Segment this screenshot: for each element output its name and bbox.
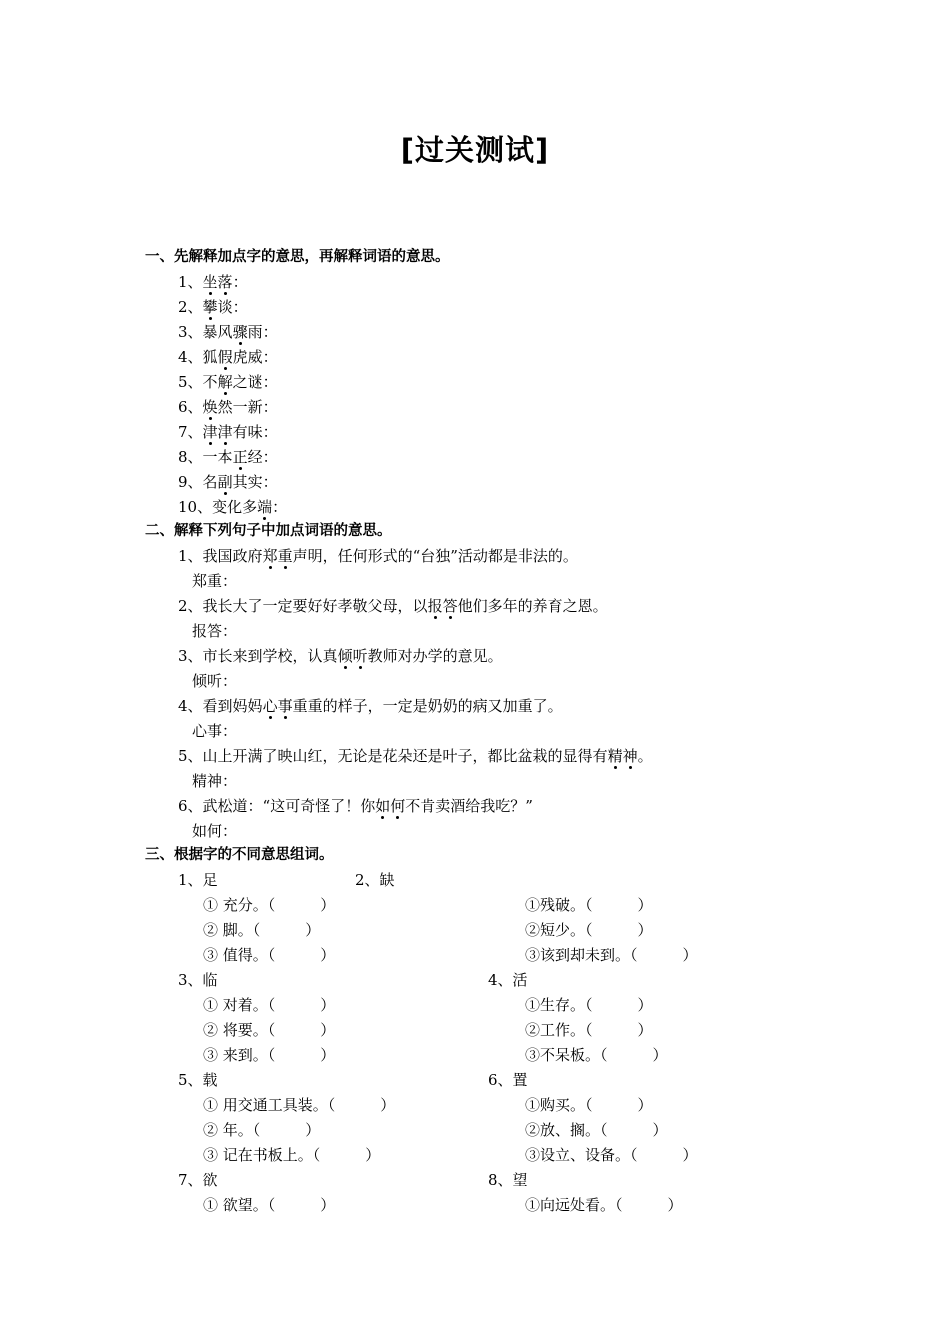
emphasis-dot [381,816,384,819]
emphasized-word [203,398,218,416]
question-number: 1、 [178,273,203,291]
emphasis-dot [284,716,287,719]
answer-label: 郑重： [192,572,238,590]
question-number: 7、 [178,423,203,441]
group-4-title: 4、活 [488,971,528,989]
group-8-title: 8、望 [488,1171,528,1189]
question-number: 1、 [178,547,203,565]
question-text-before: 暴风 [202,323,233,341]
emphasis-dot [629,766,632,769]
question-item [178,595,608,617]
emphasis-dot [209,292,212,295]
group-6-option: ①购买。（ ） [525,1096,653,1114]
emphasized-word [203,423,233,441]
group-1-option: ③ 值得。（ ） [203,946,336,964]
emphasis-dot [344,666,347,669]
question-text-after: 有味： [232,423,278,441]
emphasized-word [375,797,405,815]
question-text-after: ： [232,273,248,291]
emphasis-dot [269,716,272,719]
question-text-after: ： [272,498,288,516]
question-text-before: 不 [202,373,218,391]
question-text-before: 看到妈妈 [202,697,263,715]
question-text-before: 狐 [202,348,218,366]
question-text-after: 声明，任何形式的“台独”活动都是非法的。 [292,547,578,565]
question-item [178,346,278,368]
group-5-option: ② 年。（ ） [203,1121,321,1139]
group-6-title: 6、置 [488,1071,528,1089]
question-item [178,471,278,493]
emphasized-word [233,448,248,466]
question-item [178,545,578,567]
group-3-title: 3、临 [178,971,218,989]
question-text-before: 一本 [202,448,233,466]
question-item [178,496,287,518]
emphasized-word [263,547,293,565]
emphasis-dot [284,566,287,569]
emphasized-word [257,498,272,516]
emphasized-word-text: 如何 [375,797,406,815]
question-number: 8、 [178,448,203,466]
question-number: 9、 [178,473,203,491]
group-1-option: ① 充分。（ ） [203,896,336,914]
emphasis-dot [224,292,227,295]
question-text-after: 重重的样子，一定是奶奶的病又加重了。 [292,697,563,715]
page-title: [过关测试] [400,133,550,167]
question-item [178,421,278,443]
emphasized-word [263,697,293,715]
emphasis-dot [224,367,227,370]
emphasized-word [218,473,233,491]
group-1-title: 1、足 [178,871,218,889]
emphasis-dot [396,816,399,819]
emphasis-dot [614,766,617,769]
question-item [178,396,278,418]
question-number: 4、 [178,348,203,366]
question-text-after: 不肯卖酒给我吃？” [405,797,533,815]
question-item [178,271,248,293]
emphasis-dot [449,616,452,619]
group-6-option: ②放、搁。（ ） [525,1121,668,1139]
emphasis-dot [359,666,362,669]
emphasized-word-text: 精神 [607,747,638,765]
emphasis-dot [209,442,212,445]
question-item [178,446,278,468]
question-text-before: 我国政府 [202,547,263,565]
emphasized-word-text: 心事 [262,697,293,715]
emphasized-word-text: 报答 [427,597,458,615]
question-number: 4、 [178,697,203,715]
emphasized-word [218,348,233,366]
emphasized-word [203,298,218,316]
question-text-after: 他们多年的养育之恩。 [457,597,608,615]
question-item [178,296,248,318]
question-text-before: 武松道：“这可奇怪了！你 [202,797,376,815]
emphasized-word [218,373,233,391]
question-number: 5、 [178,373,203,391]
group-2-option: ②短少。（ ） [525,921,653,939]
question-text-after: 。 [637,747,653,765]
question-text-after: 经： [247,448,278,466]
question-text-before: 市长来到学校，认真 [202,647,338,665]
group-7-option: ① 欲望。（ ） [203,1196,336,1214]
group-5-option: ① 用交通工具装。（ ） [203,1096,396,1114]
emphasized-word-text: 解 [217,373,233,391]
emphasis-dot [239,467,242,470]
group-3-option: ① 对着。（ ） [203,996,336,1014]
emphasized-word [338,647,368,665]
group-8-option: ①向远处看。（ ） [525,1196,683,1214]
answer-label: 精神： [192,772,238,790]
emphasized-word-text: 焕 [202,398,218,416]
group-5-title: 5、载 [178,1071,218,1089]
emphasized-word-text: 坐落 [202,273,233,291]
emphasized-word-text: 津津 [202,423,233,441]
question-text-after: 雨： [247,323,278,341]
question-number: 3、 [178,647,203,665]
emphasized-word [428,597,458,615]
question-number: 10、 [178,498,213,516]
question-text-before: 变化多 [212,498,258,516]
question-item [178,745,653,767]
emphasized-word-text: 骤 [232,323,248,341]
emphasis-dot [209,317,212,320]
question-item [178,371,278,393]
emphasis-dot [239,342,242,345]
group-7-title: 7、欲 [178,1171,218,1189]
emphasized-word [203,273,233,291]
question-text-before: 我长大了一定要好好孝敬父母，以 [202,597,428,615]
emphasized-word [233,323,248,341]
emphasis-dot [434,616,437,619]
emphasis-dot [224,442,227,445]
emphasized-word-text: 郑重 [262,547,293,565]
emphasized-word [608,747,638,765]
emphasis-dot [224,392,227,395]
question-text-after: 然一新： [217,398,278,416]
group-4-option: ③不呆板。（ ） [525,1046,668,1064]
group-2-option: ③该到却未到。（ ） [525,946,698,964]
section-2-heading: 二、解释下列句子中加点词语的意思。 [145,523,392,539]
emphasis-dot [209,417,212,420]
question-text-after: 虎威： [232,348,278,366]
question-text-after: 教师对办学的意见。 [367,647,503,665]
answer-label: 报答： [192,622,238,640]
question-number: 6、 [178,398,203,416]
question-number: 6、 [178,797,203,815]
group-5-option: ③ 记在书板上。（ ） [203,1146,381,1164]
answer-label: 心事： [192,722,238,740]
answer-label: 倾听： [192,672,238,690]
question-item [178,321,278,343]
question-number: 5、 [178,747,203,765]
section-3-heading: 三、根据字的不同意思组词。 [145,847,334,863]
question-text-after: 谈： [217,298,248,316]
group-2-title: 2、缺 [355,871,395,889]
section-1-heading: 一、先解释加点字的意思，再解释词语的意思。 [145,249,450,265]
emphasized-word-text: 假 [217,348,233,366]
group-3-option: ③ 来到。（ ） [203,1046,336,1064]
question-number: 2、 [178,298,203,316]
group-2-option: ①残破。（ ） [525,896,653,914]
question-item [178,695,563,717]
group-3-option: ② 将要。（ ） [203,1021,336,1039]
question-text-after: 其实： [232,473,278,491]
question-text-before: 山上开满了映山红，无论是花朵还是叶子，都比盆栽的显得有 [202,747,608,765]
emphasized-word-text: 攀 [202,298,218,316]
group-4-option: ②工作。（ ） [525,1021,653,1039]
emphasized-word-text: 倾听 [337,647,368,665]
group-4-option: ①生存。（ ） [525,996,653,1014]
question-text-after: 之谜： [232,373,278,391]
answer-label: 如何： [192,822,238,840]
question-number: 3、 [178,323,203,341]
emphasized-word-text: 正 [232,448,248,466]
question-text-before: 名 [202,473,218,491]
emphasis-dot [224,492,227,495]
question-number: 2、 [178,597,203,615]
group-1-option: ② 脚。（ ） [203,921,321,939]
question-item [178,645,503,667]
group-6-option: ③设立、设备。（ ） [525,1146,698,1164]
emphasized-word-text: 端 [257,498,273,516]
emphasized-word-text: 副 [217,473,233,491]
emphasis-dot [269,566,272,569]
question-item [178,795,533,817]
